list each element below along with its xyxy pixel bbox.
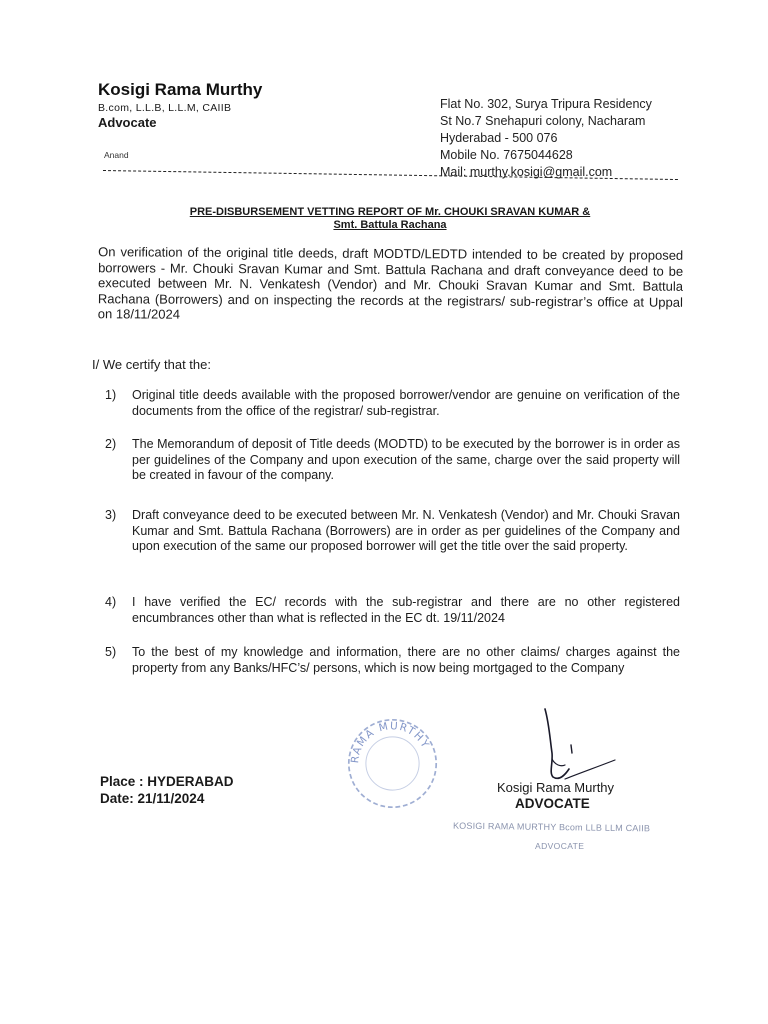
place-label: Place : HYDERABAD [100,774,234,789]
list-item-number: 5) [105,645,117,659]
initial-note: Anand [104,150,129,160]
signature-mark [525,705,625,790]
address-line-2: St No.7 Snehapuri colony, Nacharam [440,114,646,128]
list-item-text: The Memorandum of deposit of Title deeds (MODTD) to be executed by the borrower is in order as per guidelines of the Company and upon execution of the same, charge over the said property will be created in favour of the company. [132,437,680,482]
signatory-role: ADVOCATE [515,796,590,811]
list-item [105,508,680,555]
advocate-name: Kosigi Rama Murthy [98,80,263,99]
list-item-number: 2) [105,437,117,451]
advocate-role: Advocate [98,115,157,130]
address-line-3: Hyderabad - 500 076 [440,131,558,145]
list-item-text: Original title deeds available with the proposed borrower/vendor are genuine on verification of the documents from the office of the registrar/ sub-registrar. [132,388,680,418]
letterhead-address [440,96,652,181]
date-label: Date: 21/11/2024 [100,791,205,806]
list-item [105,645,680,676]
address-line-1: Flat No. 302, Surya Tripura Residency [440,97,652,111]
intro-paragraph: On verification of the original title deeds, draft MODTD/LEDTD intended to be created by proposed borrowers - Mr. Chouki Sravan Kumar and Smt. Battula Rachana and draft conveyance deed to be executed between Mr. N. Venkatesh (Vendor) and Mr. Chouki Sravan Kumar and Smt. Battula Rachana (Borrowers) and on inspecting the records at the registrars/ sub-registrar’s office at Uppal on 18/11/2024 [97,244,684,322]
certify-statement: I/ We certify that the: [92,357,211,372]
signatory-name: Kosigi Rama Murthy [497,780,615,795]
place-date-block [100,773,234,807]
advocate-seal [345,716,440,811]
list-item [105,437,680,484]
list-item-number: 4) [105,595,117,609]
list-item-text: To the best of my knowledge and information, there are no other claims/ charges against the property from any Banks/HFC’s/ persons, which is now being mortgaged to the Company [132,645,680,675]
rubber-stamp-line-2: ADVOCATE [535,841,585,851]
list-item [105,388,680,419]
rubber-stamp-line-1: KOSIGI RAMA MURTHY Bcom LLB LLM CAIIB [452,820,651,834]
report-title [120,206,660,232]
list-item-text: Draft conveyance deed to be executed between Mr. N. Venkatesh (Vendor) and Mr. Chouki Sravan Kumar and Smt. Battula Rachana (Borrowers) are in order as per guidelines of the Company and upon execution of the same our proposed borrower will get the title over the said property. [132,508,680,553]
list-item-number: 1) [105,388,117,402]
seal-text: RAMA MURTHY [349,720,432,764]
list-item [105,595,680,626]
list-item-number: 3) [105,508,117,522]
report-title-line-2: Smt. Battula Rachana [333,219,447,231]
report-title-line-1: PRE-DISBURSEMENT VETTING REPORT OF Mr. CHOUKI SRAVAN KUMAR & [189,206,591,218]
email-address: Mail: murthy.kosigi@gmail.com [440,165,613,179]
list-item-text: I have verified the EC/ records with the sub-registrar and there are no other registered encumbrances other than what is reflected in the EC dt. 19/11/2024 [132,595,680,625]
advocate-qualifications: B.com, L.L.B, L.L.M, CAIIB [98,102,232,114]
letterhead-left [98,80,262,130]
mobile-number: Mobile No. 7675044628 [440,148,573,162]
